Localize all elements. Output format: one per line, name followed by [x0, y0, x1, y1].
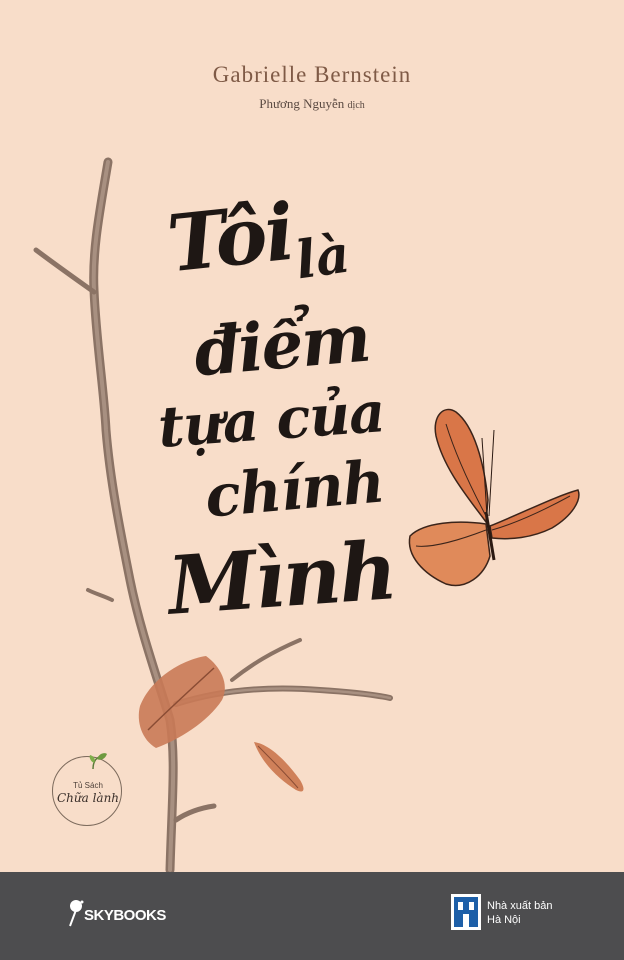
title-line-1: Tôi	[163, 186, 298, 291]
title-line-2: là	[291, 223, 354, 292]
series-label-main: Chữa lành	[56, 791, 120, 805]
leaf-icon	[87, 751, 109, 771]
publisher-line-1: Nhà xuất bản	[487, 900, 553, 912]
publisher-footer	[0, 872, 624, 960]
title-line-4: tựa của	[155, 379, 387, 461]
series-seal	[52, 756, 122, 826]
title-line-6: Mình	[164, 523, 399, 633]
butterfly-illustration	[409, 409, 578, 585]
series-label-top: Tủ Sách	[73, 781, 103, 790]
falling-petal-illustration	[254, 742, 303, 792]
skybooks-brand: SKYBOOKS	[84, 907, 166, 924]
translator-role: dịch	[347, 100, 365, 111]
publisher-name	[487, 899, 552, 927]
translator-credit	[0, 96, 624, 112]
title-line-5: chính	[202, 447, 387, 531]
author-name: Gabrielle Bernstein	[212, 62, 412, 87]
title-line-3: điểm	[190, 298, 373, 392]
publisher-line-2: Hà Nội	[487, 914, 521, 926]
translator-name: Phương Nguyễn	[259, 96, 345, 111]
publisher-building-icon	[451, 894, 481, 930]
sky-star-icon	[64, 898, 86, 928]
